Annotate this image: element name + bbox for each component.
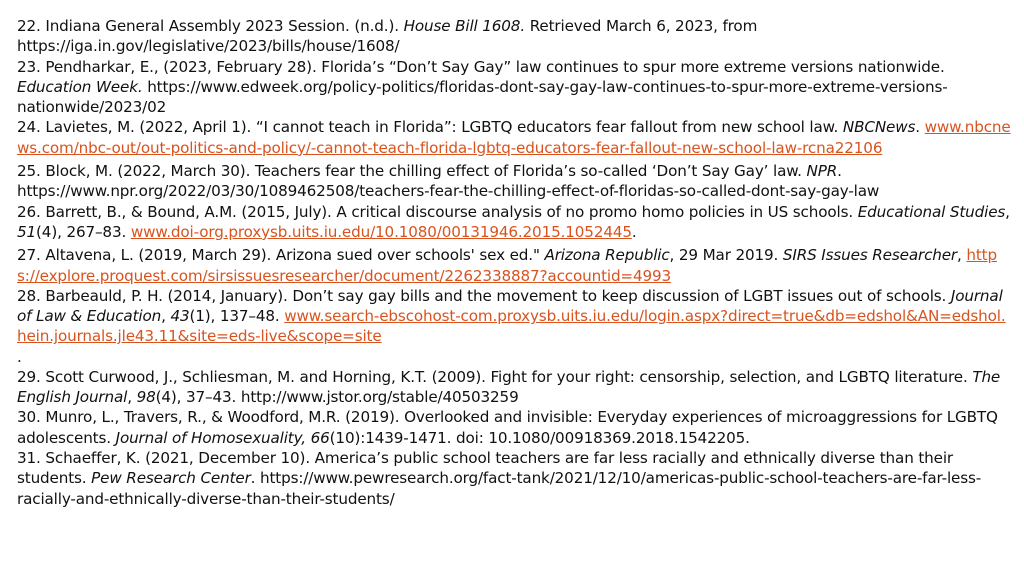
reference-29: 29. Scott Curwood, J., Schliesman, M. and Horning, K.T. (2009). Fight for your right: censorship, selection, and LGBTQ literature. The English Journal, 98(4), 37–43. http://www.jstor.org/stable/40503259 [17, 367, 1001, 407]
reference-title: Journal of Homosexuality, 66 [115, 428, 330, 447]
reference-24: 24. Lavietes, M. (2022, April 1). “I cannot teach in Florida”: LGBTQ educators fear fallout from new school law. NBCNews. www.nbcnews.com/nbc-out/out-politics-and-policy/-cannot-teach-florida-lgbtq-educators-fear-fallout-new-school-law-rcna22106 [17, 118, 1011, 157]
reference-link-proquest[interactable]: https://explore.proquest.com/sirsissuesresearcher/document/2262338887?accountid=4993 [17, 246, 997, 285]
reference-title: Pew Research Center [91, 469, 251, 488]
reference-27: 27. Altavena, L. (2019, March 29). Arizona sued over schools' sex ed." Arizona Republic, 29 Mar 2019. SIRS Issues Researcher, https://explore.proquest.com/sirsissuesresearcher/document/2262338887?accountid=4993 [17, 246, 997, 285]
reference-30: 30. Munro, L., Travers, R., & Woodford, M.R. (2019). Overlooked and invisible: Everyday experiences of microaggressions for LGBTQ adolescents. Journal of Homosexuality, 66(10):1439-1471. doi: 10.1080/00918369.2018.1542205. [17, 408, 998, 447]
reference-title: Educational Studies [857, 202, 1006, 221]
reference-volume: 51 [17, 222, 37, 241]
reference-title: The English Journal [17, 367, 1001, 407]
reference-link-nbcnews[interactable]: www.nbcnews.com/nbc-out/out-politics-and-policy/-cannot-teach-florida-lgbtq-educators-fear-fallout-new-school-law-rcna22106 [17, 118, 1011, 157]
reference-title: Journal of Law & Education [17, 286, 1003, 326]
reference-26: 26. Barrett, B., & Bound, A.M. (2015, July). A critical discourse analysis of no promo homo policies in US schools. Educational Studies, 51(4), 267–83. www.doi-org.proxysb.uits.iu.edu/10.1080/00131946.2015.1052445. [17, 202, 1010, 241]
reference-25: 25. Block, M. (2022, March 30). Teachers fear the chilling effect of Florida’s so-called ‘Don’t Say Gay’ law. NPR. https://www.npr.org/2022/03/30/1089462508/teachers-fear-the-chilling-effect-of-floridas-so-called-dont-say-gay-law [17, 162, 880, 201]
reference-title: Arizona Republic [544, 246, 670, 265]
reference-title-secondary: SIRS Issues Researcher [782, 246, 958, 265]
reference-title: Education Week. [17, 77, 143, 96]
reference-link-doi[interactable]: www.doi-org.proxysb.uits.iu.edu/10.1080/00131946.2015.1052445 [130, 222, 632, 241]
reference-28: 28. Barbeauld, P. H. (2014, January). Don’t say gay bills and the movement to keep discussion of LGBT issues out of schools. Journal of Law & Education, 43(1), 137–48. www.search-ebscohost-com.proxysb.uits.iu.edu/login.aspx?direct=true&db=edshol&AN=edshol.hein.journals.jle43.11&site=eds-live&scope=site . [17, 286, 1006, 366]
reference-title: NBCNews [842, 118, 916, 137]
reference-22: 22. Indiana General Assembly 2023 Session. (n.d.). House Bill 1608. Retrieved March 6, 2023, from https://iga.in.gov/legislative/2023/bills/house/1608/ [17, 17, 758, 56]
reference-31: 31. Schaeffer, K. (2021, December 10). America’s public school teachers are far less racially and ethnically diverse than their students. Pew Research Center. https://www.pewresearch.org/fact-tank/2021/12/10/americas-public-school-teachers-are-far-less-racially-and-ethnically-diverse-than-their-students/ [17, 448, 982, 508]
reference-title: House Bill 1608. [403, 17, 526, 35]
reference-list [17, 16, 1012, 509]
reference-23: 23. Pendharkar, E., (2023, February 28). Florida’s “Don’t Say Gay” law continues to spur more extreme versions nationwide. Education Week. https://www.edweek.org/policy-politics/floridas-dont-say-gay-law-continues-to-spur-more-extreme-versions-nationwide/2023/02 [17, 57, 948, 117]
reference-volume: 98 [136, 388, 156, 407]
reference-link-ebscohost[interactable]: www.search-ebscohost-com.proxysb.uits.iu.edu/login.aspx?direct=true&db=edshol&AN=edshol.hein.journals.jle43.11&site=eds-live&scope=site [17, 307, 1006, 346]
reference-title: NPR [806, 162, 838, 181]
reference-volume: 43 [170, 307, 190, 326]
